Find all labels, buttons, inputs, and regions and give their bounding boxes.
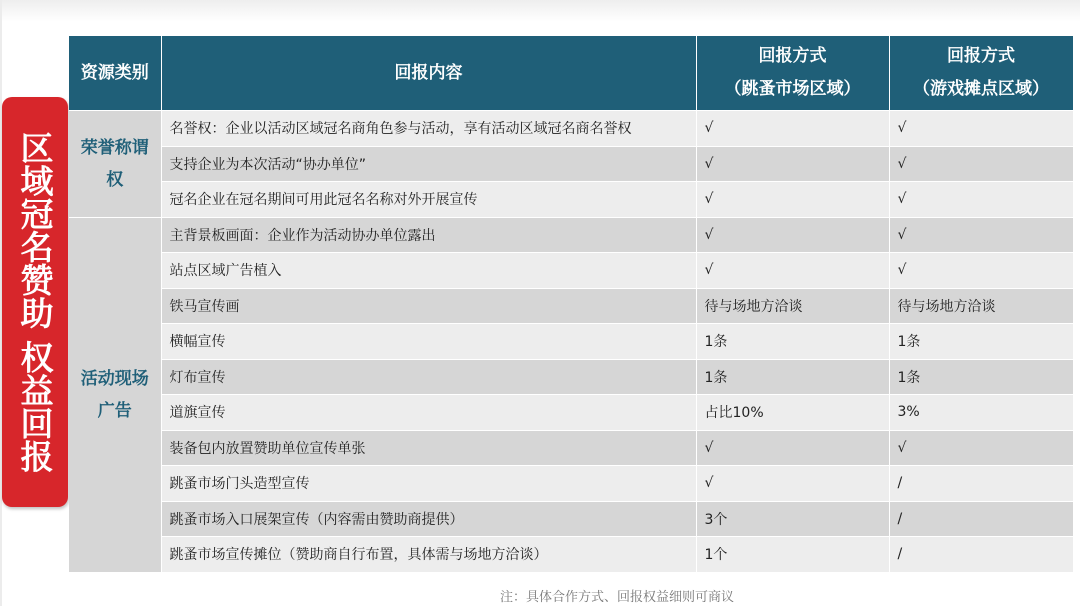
header-category: 资源类别 — [69, 36, 161, 111]
table-row — [69, 359, 1073, 395]
row-content: 灯布宣传 — [161, 359, 696, 395]
row-content: 站点区域广告植入 — [161, 253, 696, 289]
row-content: 横幅宣传 — [161, 324, 696, 360]
row-method-a: √ — [696, 430, 889, 466]
table-row — [69, 395, 1073, 431]
row-method-b: / — [889, 537, 1073, 573]
row-method-b: √ — [889, 217, 1073, 253]
row-method-a: √ — [696, 466, 889, 502]
table-row — [69, 430, 1073, 466]
category-onsite-label: 活动现场广告 — [80, 368, 149, 421]
table-row — [69, 182, 1073, 218]
row-method-b: 3% — [889, 395, 1073, 431]
row-content: 跳蚤市场门头造型宣传 — [161, 466, 696, 502]
table-row — [69, 537, 1073, 573]
row-method-b: √ — [889, 182, 1073, 218]
row-method-a: 3个 — [696, 501, 889, 537]
header-method-b-line1: 回报方式 — [947, 46, 1015, 66]
table-row — [69, 501, 1073, 537]
row-content: 冠名企业在冠名期间可用此冠名名称对外开展宣传 — [161, 182, 696, 218]
row-method-a: √ — [696, 253, 889, 289]
category-honor-label: 荣誉称谓权 — [80, 137, 149, 190]
row-method-b: / — [889, 466, 1073, 502]
row-method-b: √ — [889, 146, 1073, 182]
row-method-b: 待与场地方洽谈 — [889, 288, 1073, 324]
row-method-a: √ — [696, 146, 889, 182]
rights-table — [69, 35, 1074, 573]
footnote: 注：具体合作方式、回报权益细则可商议 — [500, 590, 735, 605]
row-content: 道旗宣传 — [161, 395, 696, 431]
table-row — [69, 111, 1073, 147]
header-method-flea-market — [696, 36, 889, 111]
category-onsite-ads — [69, 217, 161, 572]
row-method-b: √ — [889, 111, 1073, 147]
row-method-a: 待与场地方洽谈 — [696, 288, 889, 324]
top-shadow-rule — [0, 0, 1080, 22]
row-method-a: √ — [696, 217, 889, 253]
row-content: 铁马宣传画 — [161, 288, 696, 324]
header-content: 回报内容 — [161, 36, 696, 111]
row-method-a: √ — [696, 182, 889, 218]
row-method-a: 1条 — [696, 324, 889, 360]
table-row — [69, 146, 1073, 182]
category-honor — [69, 111, 161, 218]
row-content: 名誉权：企业以活动区域冠名商角色参与活动，享有活动区域冠名商名誉权 — [161, 111, 696, 147]
table-row — [69, 253, 1073, 289]
header-method-a-line1: 回报方式 — [758, 46, 827, 66]
row-method-a: 1个 — [696, 537, 889, 573]
row-content: 支持企业为本次活动“协办单位” — [161, 146, 696, 182]
row-method-a: 占比10% — [696, 395, 889, 431]
row-method-a: 1条 — [696, 359, 889, 395]
header-method-game-stall — [889, 36, 1073, 111]
row-method-b: √ — [889, 253, 1073, 289]
row-content: 主背景板画面：企业作为活动协办单位露出 — [161, 217, 696, 253]
row-method-b: 1条 — [889, 359, 1073, 395]
header-method-b-line2: （游戏摊点区域） — [913, 79, 1049, 99]
side-banner — [2, 97, 68, 507]
row-method-b: / — [889, 501, 1073, 537]
row-method-b: √ — [889, 430, 1073, 466]
row-content: 跳蚤市场宣传摊位（赞助商自行布置，具体需与场地方洽谈） — [161, 537, 696, 573]
row-content: 装备包内放置赞助单位宣传单张 — [161, 430, 696, 466]
row-content: 跳蚤市场入口展架宣传（内容需由赞助商提供） — [161, 501, 696, 537]
row-method-a: √ — [696, 111, 889, 147]
row-method-b: 1条 — [889, 324, 1073, 360]
table-header-row — [69, 36, 1073, 111]
table-row — [69, 217, 1073, 253]
table-row — [69, 288, 1073, 324]
side-banner-text: 区域冠名赞助 权益回报 — [15, 131, 55, 473]
header-method-a-line2: （跳蚤市场区域） — [724, 79, 861, 99]
table-row — [69, 466, 1073, 502]
table-row — [69, 324, 1073, 360]
